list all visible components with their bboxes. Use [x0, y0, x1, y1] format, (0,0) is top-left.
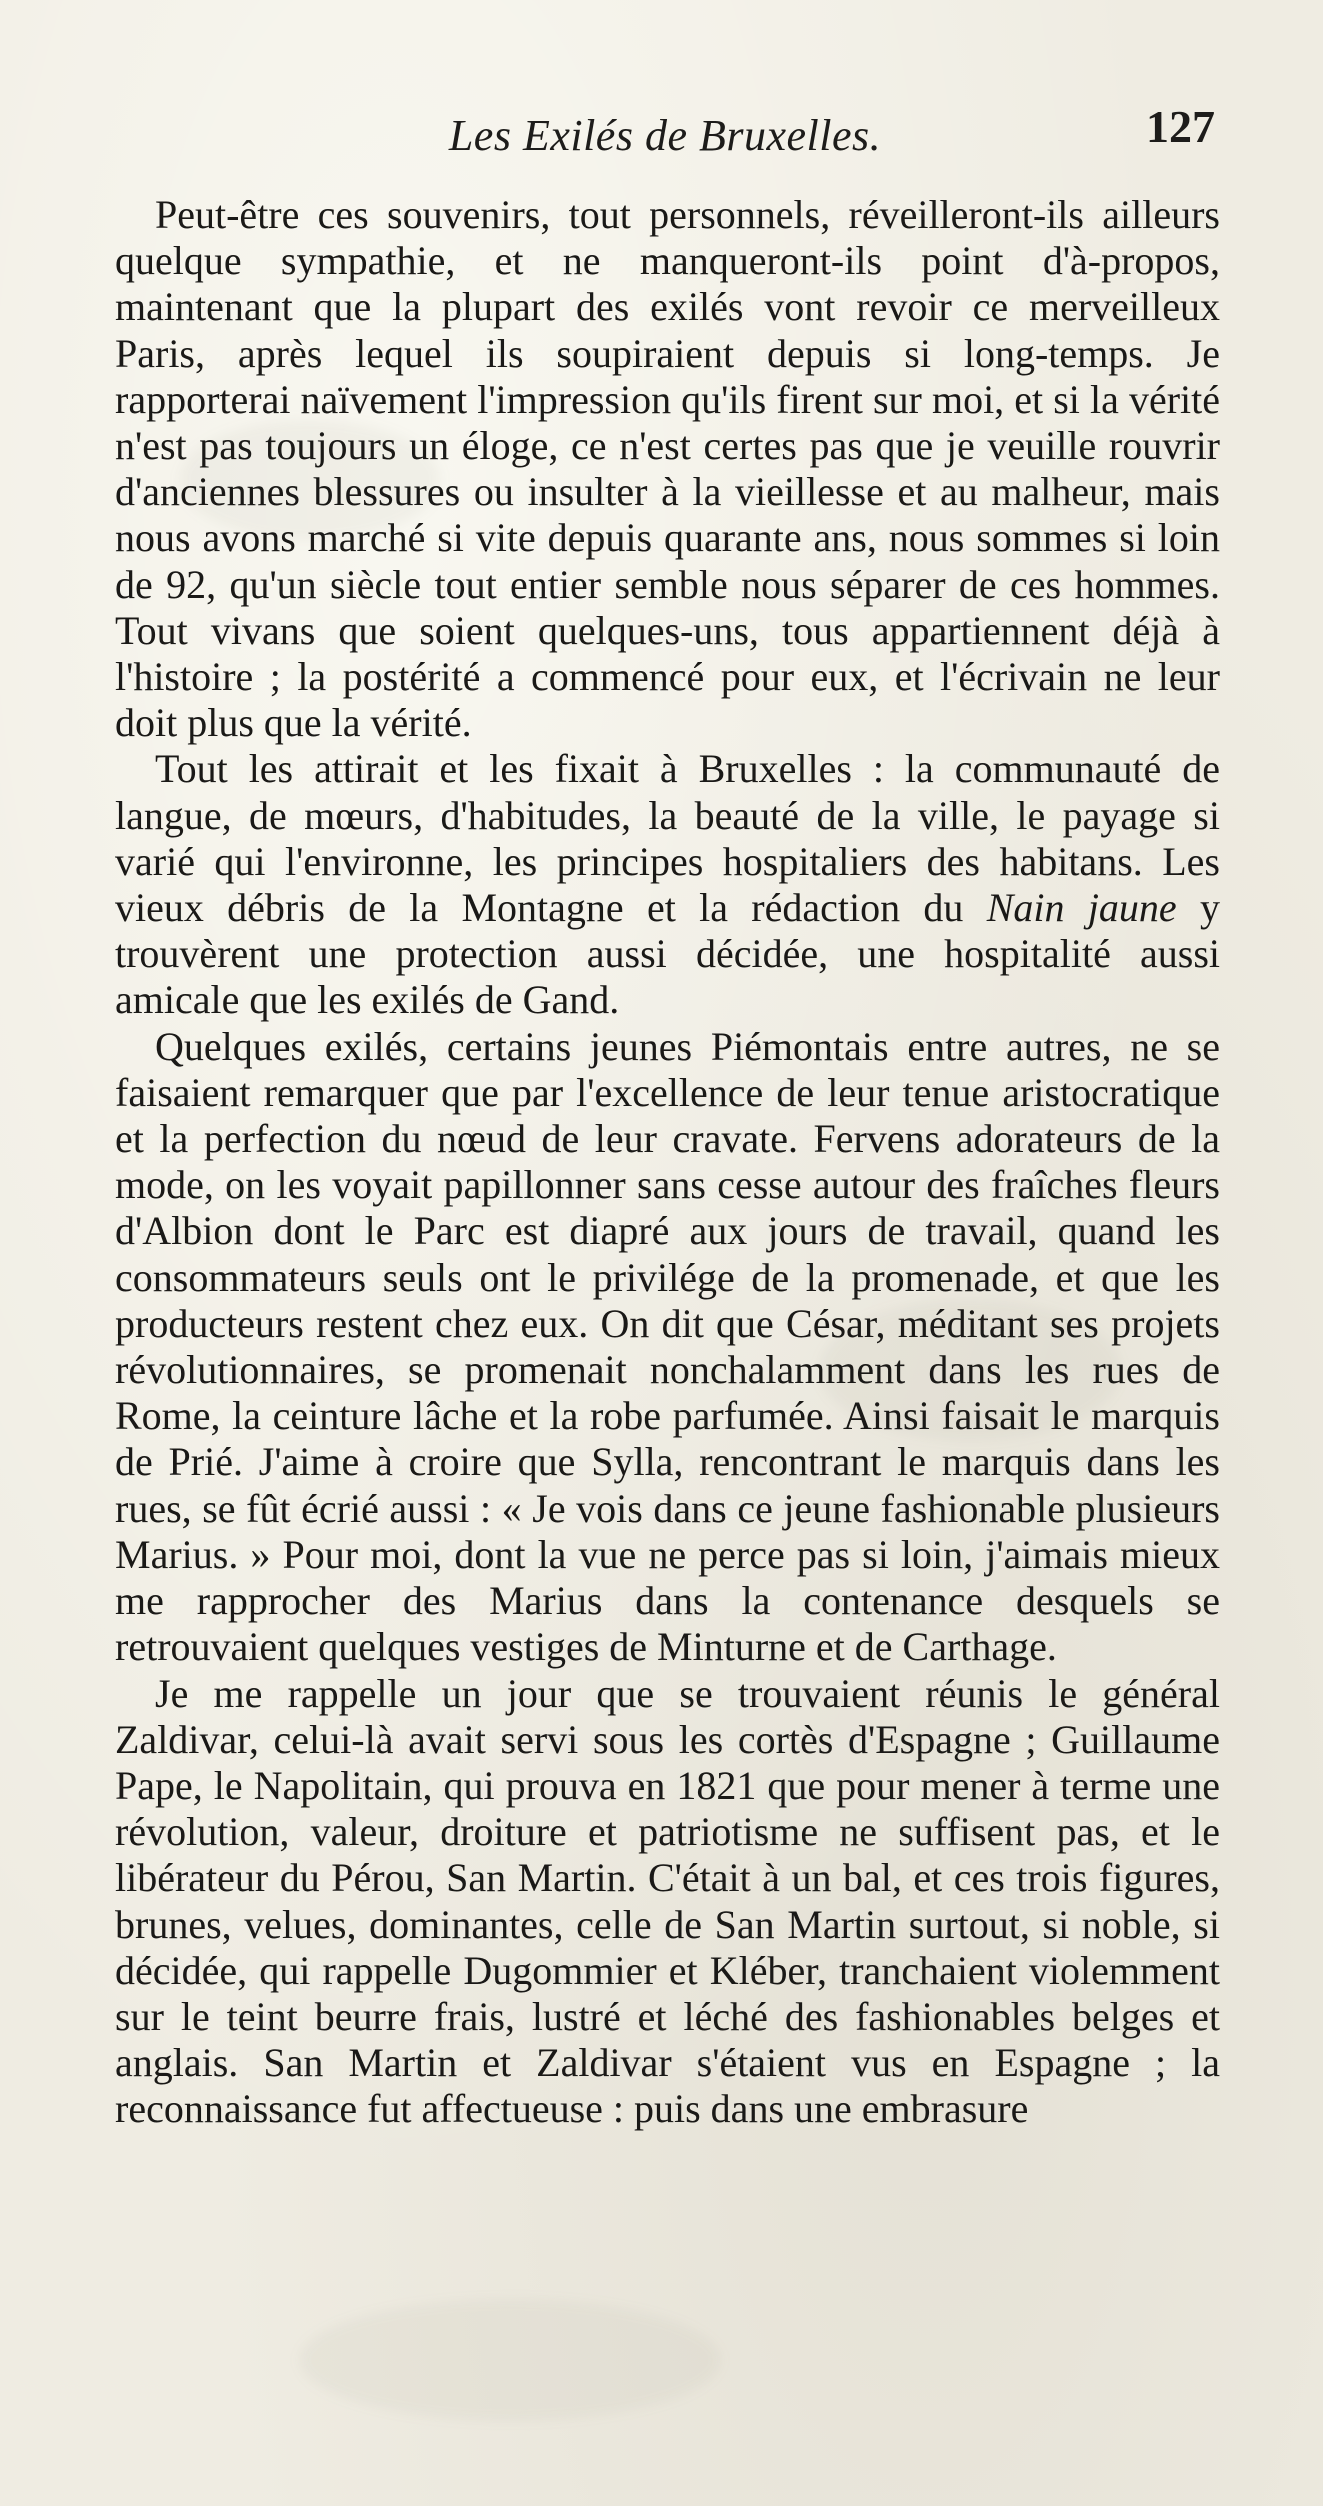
paragraph — [115, 192, 1220, 746]
page-header — [115, 100, 1215, 170]
paragraph-text: y trouvèrent une protection aussi décidée, une hospitalité aussi amicale que les exilés de Gand. — [115, 885, 1220, 1023]
paragraph — [115, 1671, 1220, 2133]
running-title: Les Exilés de Bruxelles. — [448, 111, 882, 160]
page-number: 127 — [1146, 101, 1215, 152]
paragraph-text: Tout les attirait et les fixait à Bruxelles : la communauté de langue, de mœurs, d'habitudes, la beauté de la ville, le payage si varié qui l'environne, les principes hospitaliers des habitans. Les vieux débris de la Montagne et la rédaction du — [115, 746, 1220, 931]
paragraph-text: Quelques exilés, certains jeunes Piémontais entre autres, ne se faisaient remarquer que par l'excellence de leur tenue aristocratique et la perfection du nœud de leur cravate. Fervens adorateurs de la mode, on les voyait papillonner sans cesse autour des fraîches fleurs d'Albion dont le Parc est diapré aux jours de travail, quand les consommateurs seuls ont le privilége de la promenade, et que les producteurs restent chez eux. On dit que César, méditant ses projets révolutionnaires, se promenait nonchalamment dans les rues de Rome, la ceinture lâche et la robe parfumée. Ainsi faisait le marquis de Prié. J'aime à croire que Sylla, rencontrant le marquis dans les rues, se fût écrié aussi : « Je vois dans ce jeune fashionable plusieurs Marius. » Pour moi, dont la vue ne perce pas si loin, j'aimais mieux me rapprocher des Marius dans la contenance desquels se retrouvaient quelques vestiges de Minturne et de Carthage. — [115, 1023, 1220, 1670]
paragraph-text: Je me rappelle un jour que se trouvaient réunis le général Zaldivar, celui-là avait servi sous les cortès d'Espagne ; Guillaume Pape, le Napolitain, qui prouva en 1821 que pour mener à terme une révolution, valeur, droiture et patriotisme ne suffisent pas, et le libérateur du Pérou, San Martin. C'était à un bal, et ces trois figures, brunes, velues, dominantes, celle de San Martin surtout, si noble, si décidée, qui rappelle Dugommier et Kléber, tranchaient violemment sur le teint beurre frais, lustré et léché des fashionables belges et anglais. San Martin et Zaldivar s'étaient vus en Espagne ; la reconnaissance fut affectueuse : puis dans une embrasure — [115, 1670, 1220, 2132]
paper-stain — [300, 2300, 720, 2420]
body-text — [115, 192, 1220, 2133]
paragraph-text: Peut-être ces souvenirs, tout personnels, réveilleront-ils ailleurs quelque sympathie, et ne manqueront-ils point d'à-propos, maintenant que la plupart des exilés vont revoir ce merveilleux Paris, après lequel ils soupiraient depuis si long-temps. Je rapporterai naïvement l'impression qu'ils firent sur moi, et si la vérité n'est pas toujours un éloge, ce n'est certes pas que je veuille rouvrir d'anciennes blessures ou insulter à la vieillesse et au malheur, mais nous avons marché si vite depuis quarante ans, nous sommes si loin de 92, qu'un siècle tout entier semble nous séparer de ces hommes. Tout vivans que soient quelques-uns, tous appartiennent déjà à l'histoire ; la postérité a commencé pour eux, et l'écrivain ne leur doit plus que la vérité. — [115, 192, 1220, 746]
paragraph — [115, 746, 1220, 1023]
paragraph — [115, 1024, 1220, 1671]
journal-title: Nain jaune — [986, 885, 1177, 931]
